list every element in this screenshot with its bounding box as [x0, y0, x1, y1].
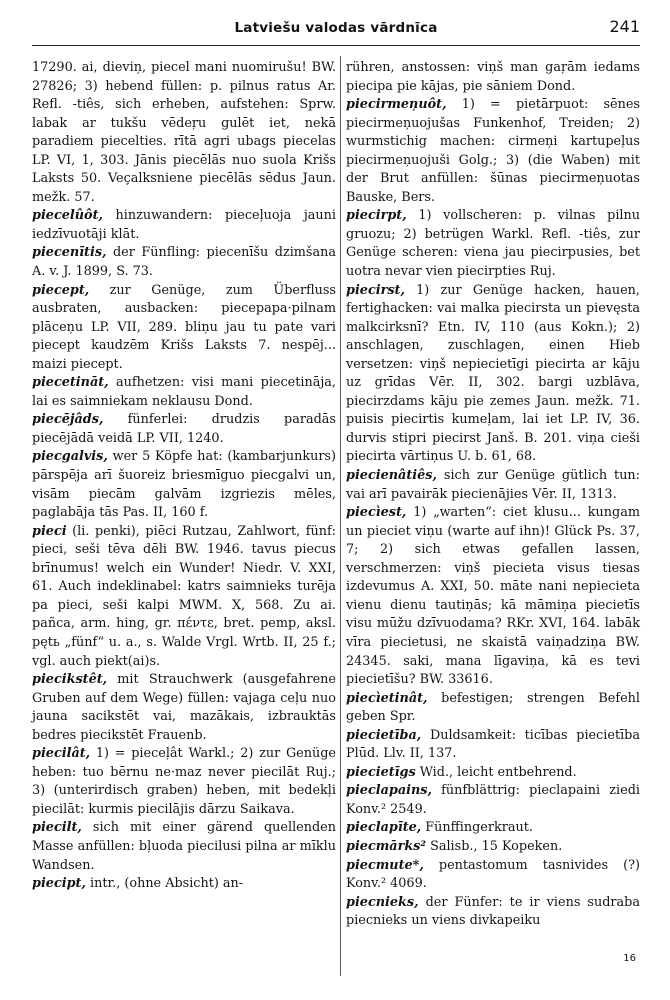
- entry-body: 17290. ai, dieviņ, piecel mani nuomirušu! BW. 27826; 3) hebend füllen: p. pilnus ratus Ar. Refl. -tiês, sich erheben, aufstehen: Sprw. labak ar tukšu vēdeŗu gulēt iet, nekā paradiem piecelties. rītā agri ubags piecelas LP. VI, 1, 303. Jānis piecēlās nuo suola Krišs Laksts 50. Veçalksniene piecēlās sēdus Jaun. mežk. 57.: [32, 60, 336, 205]
- dictionary-entry: [32, 819, 336, 875]
- entry-headword: piecietīgs: [346, 764, 416, 780]
- entry-body: 1) = pieceļât Warkl.; 2) zur Genüge heben: tuo bērnu ne·maz never piecilāt Ruj.; 3) (unterirdisch graben) heben, mit bedekļi piecilāt: kurmis piecilājis dārzu Saikava.: [32, 746, 336, 817]
- dictionary-entry: [32, 448, 336, 522]
- entry-body: hinzuwandern: pieceļuoja jauni iedzīvuotāji klāt.: [32, 208, 336, 242]
- entry-headword: piecenītis,: [32, 245, 107, 261]
- dictionary-entry: [346, 894, 640, 931]
- dictionary-entry: [346, 690, 640, 727]
- entry-body: (li. penki), piēci Rutzau, Zahlwort, fünf: pieci, seši tēva dēli BW. 1946. tavus piecus brīnumus! welch ein Wunder! Niedr. V. XXI, 61. Auch indeklinabel: katrs saimnieks turēja pa pieci, seši kalpi MWM. X, 568. Zu ai. pañca, arm. hing, gr. πέντε, bret. pemp, aksl. pętь „fünf“ u. a., s. Walde Vrgl. Wrtb. II, 25 f.; vgl. auch piekt(ai)s.: [32, 523, 336, 669]
- entry-headword: piecienâtiês,: [346, 468, 437, 484]
- dictionary-entry: [32, 411, 336, 448]
- entry-headword: piecilât,: [32, 746, 91, 762]
- entry-headword: piecetināt,: [32, 375, 109, 391]
- entry-body: sich zur Genüge gütlich tun: vai arī pavairāk piecienājies Vēr. II, 1313.: [346, 468, 640, 502]
- entry-body: 1) = pietārpuot: sēnes piecirmeņuojušas Funkenhof, Treiden; 2) wurmstichig machen: cirmeņi kartupeļus piecirmeņuojuši Golg.; 3) (die Waben) mit der Brut anfüllen: šūnas piecirmeņuotas Bauske, Bers.: [346, 97, 640, 205]
- dictionary-entry: [32, 374, 336, 411]
- entry-headword: pieclapīte,: [346, 820, 422, 836]
- entry-headword: piecipt,: [32, 876, 86, 892]
- entry-body: zur Genüge, zum Überfluss ausbraten, ausbacken: piecepapa·pilnam plāceņu LP. VII, 289. bliņu jau tu pate vari piecept kaudzēm Krišs Laksts 7. nespēj... maizi piecept.: [32, 282, 336, 372]
- entry-body: rühren, anstossen: viņš man gaŗām iedams piecipa pie kājas, pie sāniem Dond.: [346, 60, 640, 94]
- entry-headword: piecelûôt,: [32, 208, 103, 224]
- entry-headword: piecept,: [32, 282, 90, 298]
- dictionary-entry: [346, 504, 640, 689]
- entry-body: Wid., leicht entbehrend.: [415, 764, 577, 780]
- dictionary-entry: [346, 764, 640, 783]
- entry-headword: pieclapains,: [346, 783, 432, 799]
- entry-body: fünfblättrig: pieclapaini ziedi Konv.² 2549.: [346, 783, 640, 817]
- dictionary-entry: [346, 207, 640, 281]
- dictionary-entry: [32, 523, 336, 671]
- dictionary-entry: [346, 59, 640, 96]
- entry-headword: piecgalvis,: [32, 449, 108, 465]
- entry-body: 1) „warten“: ciet klusu... kungam un pieciet viņu (warte auf ihn)! Glück Ps. 37, 7; 2) sich etwas gefallen lassen, verschmerzen: viņš piecieta visus tiesas izdevumus A. XXI, 50. māte nani nepiecieta vienu dienu tautiņās; kā māmiņa piecietīs visu mūžu dzīvuodama? RKr. XVI, 164. labāk vīra piecietusi, ne skaistā vaiņadziņa BW. 24345. saki, mana līgaviņa, kā es tevi piecietīšu? BW. 33616.: [346, 505, 640, 688]
- column-divider: [340, 56, 341, 976]
- entry-body: sich mit einer gärend quellenden Masse anfüllen: bļuoda piecilusi pilna ar mīklu Wandsen.: [32, 820, 336, 873]
- entry-body: befestigen; strengen Befehl geben Spr.: [346, 690, 640, 725]
- dictionary-entry: [32, 875, 336, 894]
- dictionary-entry: [32, 745, 336, 819]
- entry-body: intr., (ohne Absicht) an-: [85, 876, 244, 892]
- dictionary-entry: [346, 467, 640, 504]
- dictionary-entry: [346, 282, 640, 467]
- entry-headword: piecirmeņuôt,: [346, 97, 447, 113]
- entry-body: Duldsamkeit: ticības piecietība Plūd. Llv. II, 137.: [346, 727, 640, 762]
- entry-body: Fünffingerkraut.: [421, 820, 533, 836]
- dictionary-entry: [346, 96, 640, 207]
- entry-body: Salisb., 15 Kopeken.: [426, 838, 563, 854]
- entry-body: pentastomum tasnivides (?) Konv.² 4069.: [346, 857, 640, 892]
- entry-headword: piecìest,: [346, 505, 407, 521]
- left-column: [32, 59, 336, 894]
- dictionary-entry: [346, 838, 640, 857]
- entry-body: mit Strauchwerk (ausgefahrene Gruben auf dem Wege) füllen: vajaga ceļu nuo jauna sacikstēt vai, mazākais, izbrauktās bedres piecikstēt Frauenb.: [32, 672, 336, 743]
- dictionary-entry: [346, 782, 640, 819]
- right-column: [346, 59, 640, 931]
- dictionary-entry: [346, 727, 640, 764]
- entry-body: der Fünfer: te ir viens sudraba piecnieks un viens divkapeiku: [346, 894, 640, 929]
- dictionary-entry: [346, 819, 640, 838]
- entry-body: wer 5 Köpfe hat: (kambarjunkurs) pārspēja arī šuoreiz briesmīguo piecgalvi un, visām piecām galvām izgriezis mēles, paglabāja tās Pas. II, 160 f.: [32, 449, 336, 521]
- page-header: [32, 10, 640, 40]
- page-number: 241: [609, 17, 640, 36]
- entry-headword: pieci: [32, 523, 67, 539]
- entry-headword: piecirst,: [346, 282, 405, 298]
- entry-body: der Fünfling: piecenīšu dzimšana A. v. J. 1899, S. 73.: [32, 245, 336, 280]
- entry-body: aufhetzen: visi mani piecetināja, lai es saimniekam neklausu Dond.: [32, 375, 336, 409]
- header-rule: [32, 45, 640, 46]
- entry-headword: piecējâds,: [32, 412, 104, 428]
- dictionary-entry: [32, 671, 336, 745]
- entry-headword: piecìetinât,: [346, 690, 428, 706]
- dictionary-entry: [32, 244, 336, 281]
- entry-headword: piecilt,: [32, 820, 82, 836]
- dictionary-entry: [32, 282, 336, 375]
- entry-body: 1) vollscheren: p. vilnas pilnu gruozu; 2) betrügen Warkl. Refl. -tiês, zur Genüge scheren: viena jau piecirpusies, bet uotra nevar vien piecirpties Ruj.: [346, 208, 640, 280]
- entry-body: 1) zur Genüge hacken, hauen, fertighacken: vai malka piecirsta un pievęsta malkcirksnī? Etn. IV, 110 (aus Kokn.); 2) anschlagen, zuschlagen, einen Hieb versetzen: viņš nepiecietīgi piecirta ar kāju uz grīdas Vēr. II, 302. bargi uzblāva, piecirzdams kāju pie zemes Jaun. mežk. 71. puisis piecirtis kumeļam, lai iet LP. IV, 36. durvis stipri piecirst Janš. B. 201. viņa cieši piecirta vārtiņus U. b. 61, 68.: [346, 282, 640, 465]
- entry-headword: piecietība,: [346, 727, 422, 743]
- entry-headword: piecnieks,: [346, 894, 419, 910]
- dictionary-entry: [32, 207, 336, 244]
- entry-headword: piecikstêt,: [32, 672, 108, 688]
- entry-headword: piecmute*,: [346, 857, 424, 873]
- running-title: Latviešu valodas vārdnīca: [234, 20, 438, 36]
- entry-headword: piecmārks²: [346, 838, 426, 854]
- entry-body: fünferlei: drudzis paradās piecējādā veidā LP. VII, 1240.: [32, 412, 336, 446]
- printer-signature: 16: [623, 953, 636, 964]
- entry-headword: piecirpt,: [346, 208, 407, 224]
- dictionary-entry: [346, 857, 640, 894]
- dictionary-entry: [32, 59, 336, 207]
